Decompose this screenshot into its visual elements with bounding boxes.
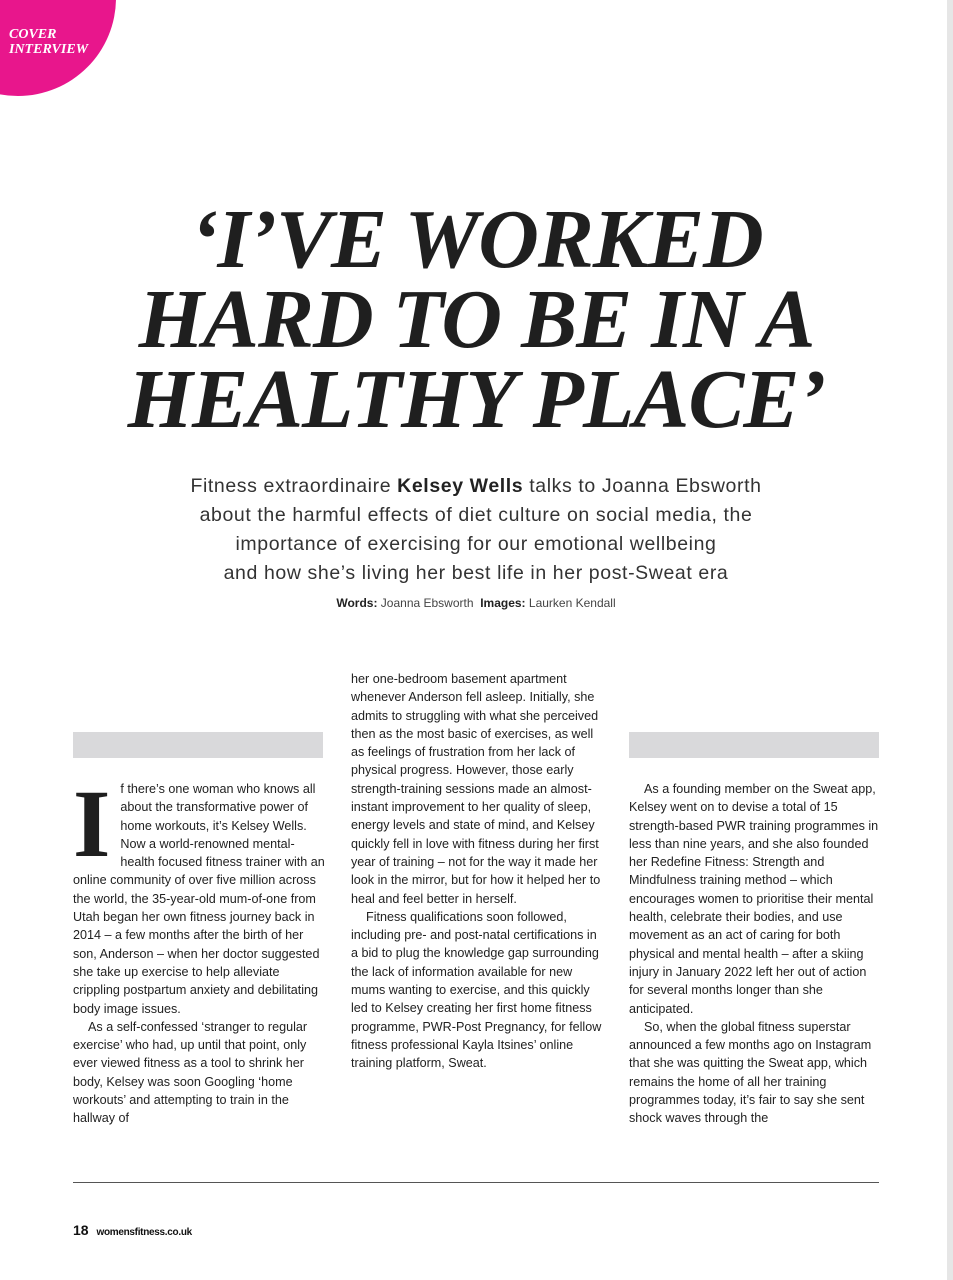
credits-words-value: Joanna Ebsworth (380, 596, 474, 610)
column3-paragraph2: So, when the global fitness superstar announced a few months ago on Instagram that she was quitting the Sweat app, which remains the home of all her training programmes today, it’s fair to say she sent shock waves through the (629, 1019, 872, 1126)
drop-cap: I (73, 770, 111, 877)
page-footer (73, 1222, 192, 1238)
standfirst-line2: about the harmful effects of diet culture on social media, the (199, 504, 753, 526)
credits-words-label: Words: (336, 596, 378, 610)
column1-paragraph2: As a self-confessed ‘stranger to regular exercise’ who had, up until that point, only ever viewed fitness as a tool to shrink her body, Kelsey was soon Googling ‘home workouts’ and attempting to train in the hallway of (73, 1019, 308, 1126)
article-column-2 (351, 670, 603, 1073)
column3-header-bar (629, 732, 879, 758)
article-column-3 (629, 780, 881, 1128)
standfirst-line1 (76, 472, 876, 501)
column1-header-bar (73, 732, 323, 758)
column2-paragraph2: Fitness qualifications soon followed, including pre- and post-natal certifications in a bid to plug the knowledge gap surrounding the lack of information available for new mums wanting to exercise, and this quickly led to Kelsey creating her first home fitness programme, PWR-Post Pregnancy, for fellow fitness professional Kayla Itsines’ online training platform, Sweat. (351, 909, 602, 1071)
column2-paragraph1: her one-bedroom basement apartment whenever Anderson fell asleep. Initially, she admits to struggling with what she perceived then as the most basic of exercises, as well as feelings of frustration from her lack of physical progress. However, those early strength-training sessions made an almost-instant improvement to her quality of sleep, energy levels and state of mind, and Kelsey quickly fell in love with fitness during her first year of training – not for the way it made her look in the mirror, but for how it helped her to heal and feel better in herself. (351, 672, 601, 906)
credits (76, 596, 876, 610)
website-url: womensfitness.co.uk (96, 1227, 192, 1238)
standfirst-before: Fitness extraordinaire (190, 475, 398, 497)
standfirst-after: talks to Joanna Ebsworth (523, 475, 762, 497)
article-column-1 (73, 770, 325, 1128)
page-edge-shadow (947, 0, 953, 1280)
standfirst-line3: importance of exercising for our emotional wellbeing (235, 533, 717, 555)
footer-rule (73, 1182, 879, 1183)
standfirst (76, 472, 876, 588)
headline-line1: ‘I’VE WORKED (190, 193, 763, 286)
page-number: 18 (73, 1222, 89, 1238)
column1-paragraph1 (73, 770, 325, 1018)
credits-images-value: Laurken Kendall (528, 596, 616, 610)
credits-images-label: Images: (480, 596, 526, 610)
headline-line2: HARD TO BE IN A (138, 273, 815, 366)
section-badge-line1: COVER (9, 27, 57, 42)
column1-paragraph1-text: f there’s one woman who knows all about the transformative power of home workouts, it’s Kelsey Wells. Now a world-renowned mental-health focused fitness trainer with an online community of over five million across the world, the 35-year-old mum-of-one from Utah began her own fitness journey back in 2014 – a few months after the birth of her son, Anderson – when her doctor suggested she take up exercise to help alleviate crippling postpartum anxiety and debilitating body image issues. (73, 782, 325, 1016)
headline-line3: HEALTHY PLACE’ (127, 353, 826, 446)
standfirst-line4: and how she’s living her best life in her post-Sweat era (223, 562, 729, 584)
section-badge-label (9, 27, 88, 57)
headline (60, 193, 893, 446)
column3-paragraph1: As a founding member on the Sweat app, Kelsey went on to devise a total of 15 strength-based PWR training programmes in less than nine years, and she also founded her Redefine Fitness: Strength and Mindfulness training method – which encourages women to prioritise their mental health, celebrate their bodies, and use movement as an act of caring for both physical and mental health – after a skiing injury in January 2022 left her out of action for several months longer than she anticipated. (629, 782, 879, 1016)
standfirst-subject-name: Kelsey Wells (397, 475, 524, 497)
section-badge-line2: INTERVIEW (9, 42, 89, 57)
